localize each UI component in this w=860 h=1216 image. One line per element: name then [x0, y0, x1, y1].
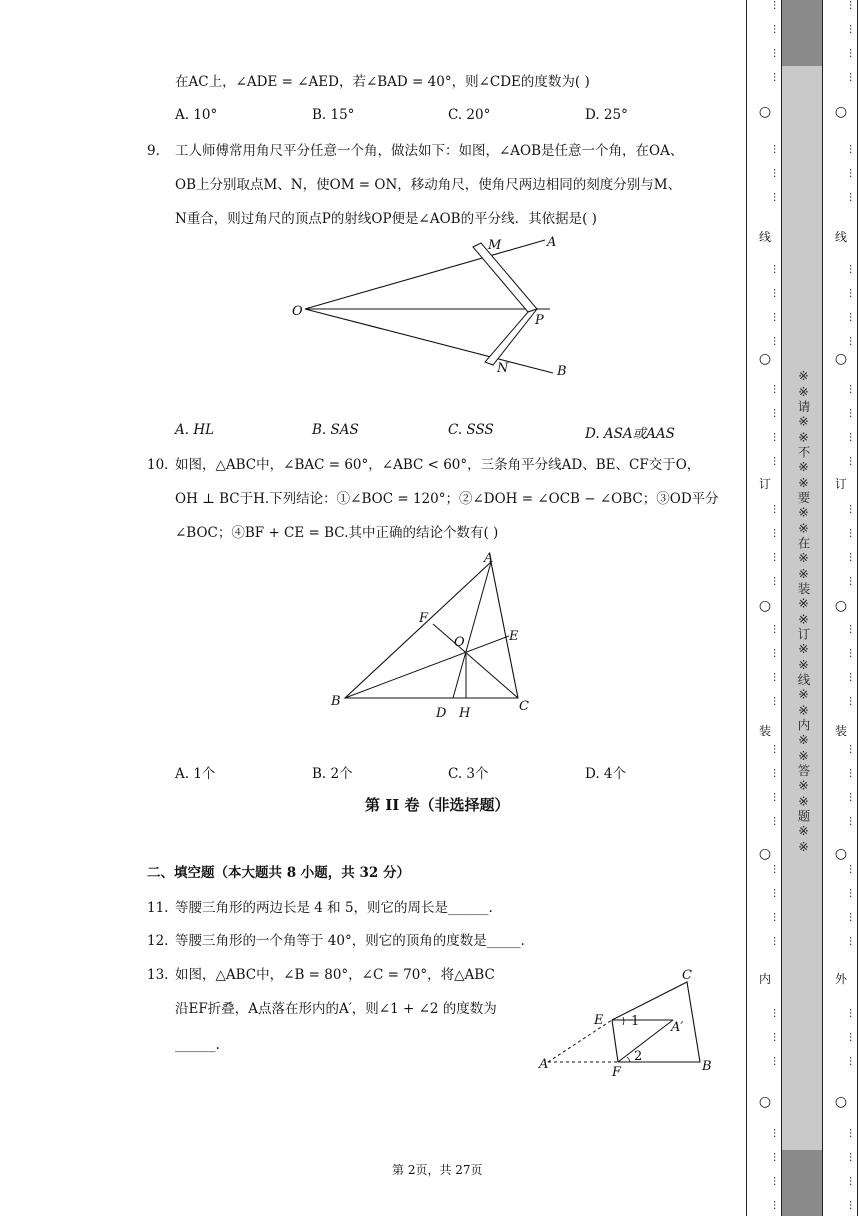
label-N: N — [497, 361, 509, 376]
q8-option-a: A. 10° — [175, 107, 218, 123]
outer-dots: … — [847, 888, 858, 898]
outer-dots: … — [847, 168, 858, 178]
label-M: M — [488, 238, 502, 253]
q13-line3: ______. — [175, 1037, 220, 1053]
inner-dots: … — [771, 288, 782, 298]
folding-triangle-figure — [535, 962, 720, 1080]
outer-dots: … — [847, 1008, 858, 1018]
q9-line3: N重合，则过角尺的顶点P的射线OP便是∠AOB的平分线．其依据是( ) — [175, 211, 597, 227]
inner-circle-0: ○ — [758, 104, 772, 120]
outer-dots: … — [847, 504, 858, 514]
q8-option-c: C. 20° — [448, 107, 491, 123]
q10-option-c: C. 3个 — [448, 766, 489, 782]
outer-dots: … — [847, 624, 858, 634]
label-B: B — [557, 364, 567, 379]
q8-option-b: B. 15° — [312, 107, 355, 123]
label-P: P — [535, 313, 544, 328]
q9-option-a: A. HL — [175, 422, 215, 438]
label-F: F — [612, 1065, 622, 1080]
inner-dots: … — [771, 312, 782, 322]
binding-warning: ※※请※※不※※要※※在※※装※※订※※线※※内※※答※※题※※ — [796, 368, 811, 855]
outer-dots: … — [847, 288, 858, 298]
outer-dots: … — [847, 672, 858, 682]
inner-dots: … — [771, 264, 782, 274]
inner-dots: … — [771, 528, 782, 538]
outer-label-0: 线 — [834, 230, 847, 244]
inner-dots: … — [771, 1008, 782, 1018]
label-O: O — [454, 635, 465, 650]
outer-dots: … — [847, 456, 858, 466]
page-footer: 第 2页，共 27页 — [392, 1163, 483, 1177]
inner-dots: … — [771, 192, 782, 202]
inner-dots: … — [771, 0, 782, 10]
outer-dots: … — [847, 312, 858, 322]
outer-dots: … — [847, 24, 858, 34]
inner-dots: … — [771, 864, 782, 874]
angle-bisector-figure — [285, 232, 585, 382]
q9-line1: 工人师傅常用角尺平分任意一个角，做法如下：如图，∠AOB是任意一个角，在OA、 — [175, 143, 684, 159]
outer-dots: … — [847, 72, 858, 82]
inner-label-2: 装 — [758, 724, 771, 738]
outer-dots: … — [847, 768, 858, 778]
outer-circle-0: ○ — [834, 104, 848, 120]
inner-dots: … — [771, 888, 782, 898]
outer-label-2: 装 — [834, 724, 847, 738]
inner-dots: … — [771, 696, 782, 706]
outer-circle-4: ○ — [834, 1094, 848, 1110]
q10-line3: ∠BOC；④BF + CE = BC.其中正确的结论个数有( ) — [175, 525, 499, 541]
label-H: H — [459, 706, 471, 721]
inner-circle-1: ○ — [758, 351, 772, 367]
outer-dots: … — [847, 432, 858, 442]
inner-circle-4: ○ — [758, 1094, 772, 1110]
margin-dark-block-bottom — [782, 1150, 822, 1216]
part-heading: 二、填空题（本大题共 8 小题，共 32 分） — [147, 865, 410, 881]
inner-dots: … — [771, 1200, 782, 1210]
inner-circle-3: ○ — [758, 846, 772, 862]
label-A: A — [484, 551, 494, 566]
inner-dots: … — [771, 1056, 782, 1066]
q13-line1: 如图，△ABC中，∠B = 80°，∠C = 70°，将△ABC — [175, 967, 495, 983]
label-A-prime: A′ — [671, 1020, 684, 1035]
label-A: A — [547, 235, 557, 250]
outer-dots: … — [847, 144, 858, 154]
outer-dots: … — [847, 648, 858, 658]
outer-dots: … — [847, 336, 858, 346]
inner-dots: … — [771, 744, 782, 754]
inner-dots: … — [771, 648, 782, 658]
inner-dots: … — [771, 792, 782, 802]
label-angle-1: 1 — [631, 1014, 640, 1029]
outer-dotted-line — [824, 0, 858, 1216]
inner-dots: … — [771, 624, 782, 634]
outer-dots: … — [847, 744, 858, 754]
q8-stem-continuation: 在AC上，∠ADE = ∠AED，若∠BAD = 40°，则∠CDE的度数为( ) — [175, 74, 590, 90]
label-angle-2: 2 — [634, 1049, 643, 1064]
label-D: D — [436, 706, 447, 721]
outer-dots: … — [847, 264, 858, 274]
q13-number: 13. — [147, 967, 169, 983]
inner-dots: … — [771, 168, 782, 178]
inner-dots: … — [771, 24, 782, 34]
triangle-bisectors-figure — [325, 548, 540, 723]
outer-label-3: 外 — [834, 972, 847, 986]
outer-dots: … — [847, 384, 858, 394]
label-B: B — [702, 1059, 712, 1074]
inner-dots: … — [771, 816, 782, 826]
outer-dots: … — [847, 0, 858, 10]
outer-dots: … — [847, 1176, 858, 1186]
q12-text: 等腰三角形的一个角等于 40°，则它的顶角的度数是_____. — [175, 933, 525, 949]
inner-dots: … — [771, 936, 782, 946]
inner-dotted-line — [748, 0, 782, 1216]
margin-dark-block-top — [782, 0, 822, 66]
inner-dots: … — [771, 72, 782, 82]
inner-dots: … — [771, 1176, 782, 1186]
outer-circle-2: ○ — [834, 598, 848, 614]
inner-dots: … — [771, 912, 782, 922]
outer-dots: … — [847, 1056, 858, 1066]
q9-line2: OB上分别取点M、N，使OM = ON，移动角尺，使角尺两边相同的刻度分别与M、 — [175, 177, 682, 193]
outer-dots: … — [847, 816, 858, 826]
q10-option-a: A. 1个 — [175, 766, 216, 782]
inner-dots: … — [771, 1128, 782, 1138]
outer-dots: … — [847, 912, 858, 922]
inner-label-3: 内 — [758, 972, 771, 986]
inner-dots: … — [771, 408, 782, 418]
inner-dots: … — [771, 456, 782, 466]
q10-line2: OH ⊥ BC于H.下列结论：①∠BOC = 120°；②∠DOH = ∠OCB − ∠OBC；③OD平分 — [175, 491, 719, 507]
inner-label-0: 线 — [758, 230, 771, 244]
outer-dots: … — [847, 1200, 858, 1210]
inner-dots: … — [771, 336, 782, 346]
outer-dots: … — [847, 696, 858, 706]
label-O: O — [292, 304, 303, 319]
inner-circle-2: ○ — [758, 598, 772, 614]
q9-number: 9. — [147, 143, 160, 159]
outer-dots: … — [847, 192, 858, 202]
label-B: B — [331, 694, 341, 709]
inner-dots: … — [771, 144, 782, 154]
label-E: E — [509, 629, 519, 644]
q13-line2: 沿EF折叠，A点落在形内的A′，则∠1 + ∠2 的度数为 — [175, 1001, 497, 1017]
q9-option-d: D. ASA或AAS — [585, 426, 675, 442]
label-E: E — [594, 1013, 604, 1028]
inner-dots: … — [771, 672, 782, 682]
q9-option-c: C. SSS — [448, 422, 494, 438]
label-C: C — [519, 699, 529, 714]
q12-number: 12. — [147, 933, 169, 949]
outer-dots: … — [847, 576, 858, 586]
outer-dots: … — [847, 408, 858, 418]
outer-dots: … — [847, 48, 858, 58]
inner-dots: … — [771, 1152, 782, 1162]
q10-option-d: D. 4个 — [585, 766, 627, 782]
outer-dots: … — [847, 552, 858, 562]
label-A: A — [539, 1057, 549, 1072]
inner-dots: … — [771, 576, 782, 586]
label-C: C — [682, 968, 692, 983]
inner-dots: … — [771, 48, 782, 58]
q10-line1: 如图，△ABC中，∠BAC = 60°，∠ABC < 60°，三条角平分线AD、BE、CF交于O， — [175, 457, 701, 473]
q10-number: 10. — [147, 457, 169, 473]
q10-option-b: B. 2个 — [312, 766, 353, 782]
q11-number: 11. — [147, 900, 169, 916]
inner-label-1: 订 — [758, 477, 771, 491]
margin-border-outer — [822, 0, 823, 1216]
outer-dots: … — [847, 1152, 858, 1162]
section-title: 第 II 卷（非选择题） — [365, 796, 510, 814]
inner-dots: … — [771, 504, 782, 514]
q11-text: 等腰三角形的两边长是 4 和 5，则它的周长是______. — [175, 900, 493, 916]
q8-option-d: D. 25° — [585, 107, 628, 123]
inner-dots: … — [771, 1032, 782, 1042]
outer-dots: … — [847, 936, 858, 946]
outer-label-1: 订 — [834, 477, 847, 491]
inner-dots: … — [771, 432, 782, 442]
q9-option-b: B. SAS — [312, 422, 359, 438]
outer-dots: … — [847, 864, 858, 874]
outer-dots: … — [847, 528, 858, 538]
outer-dots: … — [847, 792, 858, 802]
outer-circle-1: ○ — [834, 351, 848, 367]
inner-dots: … — [771, 768, 782, 778]
label-F: F — [419, 611, 429, 626]
outer-circle-3: ○ — [834, 846, 848, 862]
inner-dots: … — [771, 384, 782, 394]
inner-dots: … — [771, 552, 782, 562]
outer-dots: … — [847, 1032, 858, 1042]
outer-dots: … — [847, 1128, 858, 1138]
margin-border-left — [746, 0, 747, 1216]
